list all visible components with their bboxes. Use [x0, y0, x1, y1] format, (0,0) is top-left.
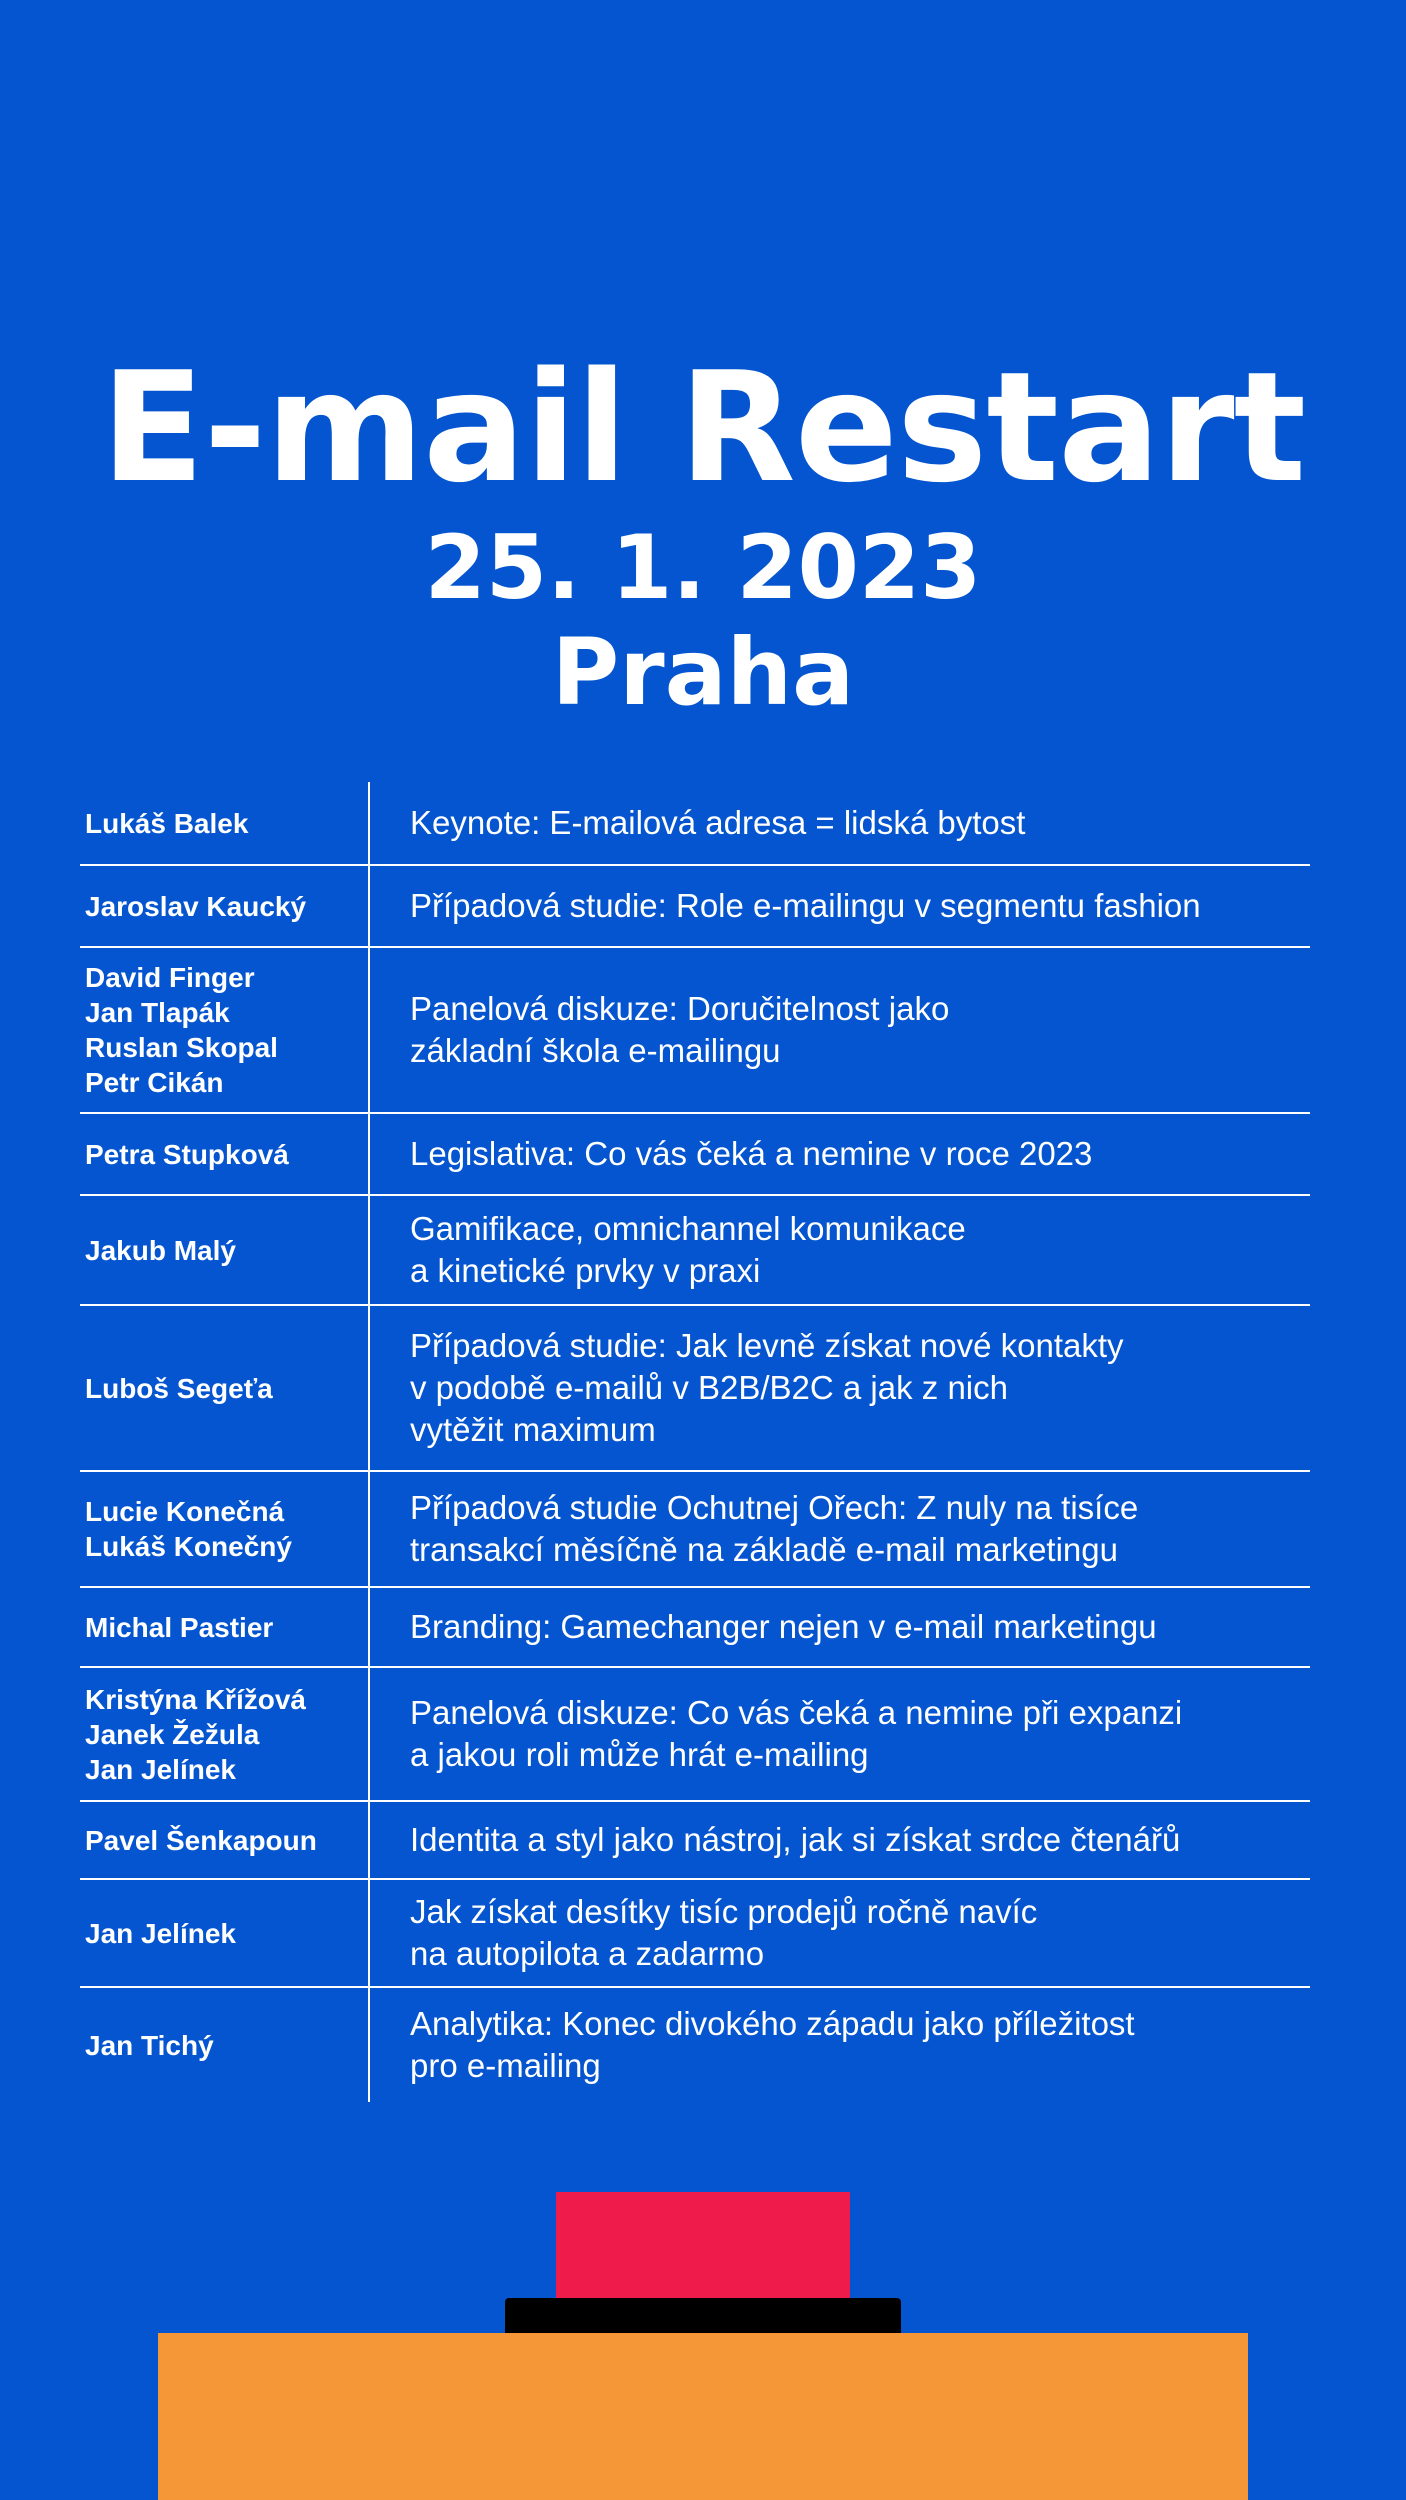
speaker-cell — [80, 1494, 370, 1564]
schedule-row — [80, 864, 1310, 946]
talk-title-line: Případová studie Ochutnej Ořech: Z nuly na tisíce — [410, 1489, 1139, 1526]
talk-cell — [370, 1208, 1310, 1292]
column-divider — [368, 782, 370, 2102]
event-header — [0, 340, 1406, 728]
speaker-name: Jan Jelínek — [85, 1917, 236, 1949]
speaker-cell — [80, 1233, 370, 1268]
speaker-name: Jan Jelínek — [85, 1753, 236, 1785]
schedule-row — [80, 1666, 1310, 1800]
speaker-name: Jan Tlapák — [85, 997, 230, 1028]
talk-cell — [370, 1819, 1310, 1861]
speaker-cell — [80, 889, 370, 924]
talk-cell — [370, 1487, 1310, 1571]
schedule-row — [80, 1194, 1310, 1304]
talk-title-line: a kinetické prvky v praxi — [410, 1252, 761, 1289]
speaker-name: Jan Tichý — [85, 2029, 214, 2061]
talk-title-line: Panelová diskuze: Co vás čeká a nemine při expanzi — [410, 1694, 1183, 1731]
speaker-name: Ruslan Skopal — [85, 1032, 278, 1063]
talk-title-line: transakcí měsíčně na základě e-mail marketingu — [410, 1531, 1118, 1568]
speaker-cell — [80, 2028, 370, 2063]
talk-title-line: Gamifikace, omnichannel komunikace — [410, 1210, 966, 1247]
talk-cell — [370, 885, 1310, 927]
talk-cell — [370, 1606, 1310, 1648]
talk-cell — [370, 1325, 1310, 1451]
talk-title-line: Identita a styl jako nástroj, jak si získat srdce čtenářů — [410, 1821, 1181, 1858]
schedule-row — [80, 1986, 1310, 2102]
talk-title-line: Branding: Gamechanger nejen v e-mail marketingu — [410, 1608, 1157, 1645]
talk-title-line: pro e-mailing — [410, 2047, 601, 2084]
speaker-name: Kristýna Křížová — [85, 1683, 306, 1715]
schedule-row — [80, 782, 1310, 864]
talk-cell — [370, 1891, 1310, 1975]
speaker-cell — [80, 806, 370, 841]
schedule-row — [80, 1586, 1310, 1666]
talk-title-line: Keynote: E-mailová adresa = lidská bytost — [410, 804, 1026, 841]
talk-title-line: v podobě e-mailů v B2B/B2C a jak z nich — [410, 1369, 1008, 1406]
black-bar-decoration — [505, 2298, 901, 2334]
talk-cell — [370, 802, 1310, 844]
talk-cell — [370, 988, 1310, 1072]
schedule-row — [80, 1878, 1310, 1986]
speaker-cell — [80, 1610, 370, 1645]
talk-title-line: Případová studie: Jak levně získat nové kontakty — [410, 1327, 1124, 1364]
speaker-cell — [80, 1823, 370, 1858]
event-title: E-mail Restart — [100, 339, 1306, 516]
talk-title-line: Případová studie: Role e-mailingu v segmentu fashion — [410, 887, 1201, 924]
speaker-name: David Finger — [85, 962, 255, 993]
speaker-cell — [80, 1137, 370, 1172]
talk-title-line: základní škola e-mailingu — [410, 1032, 781, 1069]
talk-title-line: Jak získat desítky tisíc prodejů ročně navíc — [410, 1893, 1038, 1930]
speaker-name: Luboš Segeťa — [85, 1372, 273, 1404]
speaker-name: Janek Žežula — [85, 1718, 260, 1750]
schedule-row — [80, 1112, 1310, 1194]
talk-title-line: Analytika: Konec divokého západu jako příležitost — [410, 2005, 1135, 2042]
schedule-row — [80, 1470, 1310, 1586]
speaker-name: Petr Cikán — [85, 1067, 224, 1098]
event-date: 25. 1. 2023 — [424, 516, 982, 619]
speaker-name: Lucie Konečná — [85, 1496, 285, 1527]
talk-title-line: a jakou roli může hrát e-mailing — [410, 1736, 869, 1773]
speaker-name: Jakub Malý — [85, 1234, 236, 1266]
talk-title-line: Panelová diskuze: Doručitelnost jako — [410, 990, 950, 1027]
speaker-cell — [80, 960, 370, 1100]
speaker-cell — [80, 1916, 370, 1951]
talk-cell — [370, 1692, 1310, 1776]
schedule-table — [80, 782, 1310, 2102]
speaker-name: Pavel Šenkapoun — [85, 1824, 317, 1856]
event-city: Praha — [551, 619, 855, 726]
talk-cell — [370, 2003, 1310, 2087]
schedule-row — [80, 1800, 1310, 1878]
red-block-decoration — [556, 2192, 850, 2300]
speaker-name: Michal Pastier — [85, 1611, 274, 1643]
speaker-name: Petra Stupková — [85, 1138, 289, 1170]
speaker-name: Lukáš Balek — [85, 807, 249, 839]
speaker-cell — [80, 1371, 370, 1406]
talk-cell — [370, 1133, 1310, 1175]
speaker-cell — [80, 1682, 370, 1787]
talk-title-line: na autopilota a zadarmo — [410, 1935, 765, 1972]
schedule-row — [80, 946, 1310, 1112]
talk-title-line: vytěžit maximum — [410, 1411, 656, 1448]
orange-base-decoration — [158, 2333, 1248, 2500]
schedule-row — [80, 1304, 1310, 1470]
speaker-name: Jaroslav Kaucký — [85, 890, 307, 922]
talk-title-line: Legislativa: Co vás čeká a nemine v roce 2023 — [410, 1135, 1093, 1172]
speaker-name: Lukáš Konečný — [85, 1531, 292, 1562]
